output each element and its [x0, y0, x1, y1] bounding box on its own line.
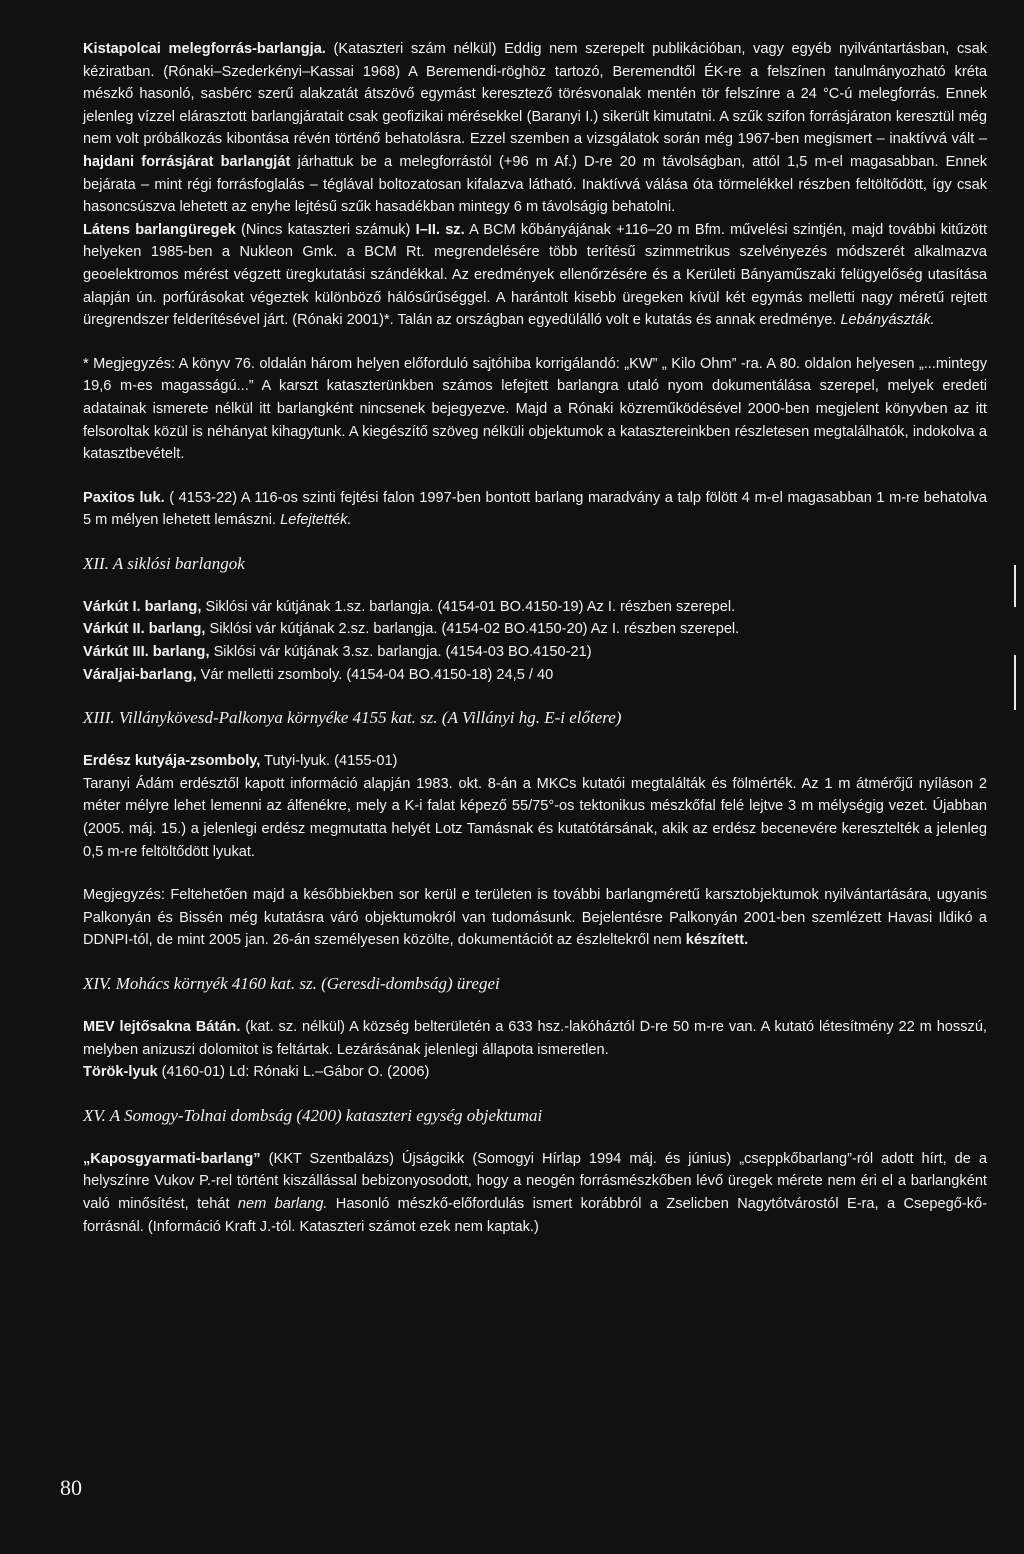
section-12-list: [83, 596, 987, 686]
entry-name: Váraljai-barlang,: [83, 666, 197, 683]
kistapolcai-bold: hajdani forrásjárat barlangját: [83, 153, 291, 170]
section-15-heading: XV. A Somogy-Tolnai dombság (4200) kataszteri egység objektumai: [83, 1105, 543, 1125]
section-15-entry: [83, 1148, 987, 1238]
section-14-heading: XIV. Mohács környék 4160 kat. sz. (Geresdi-dombság) üregei: [83, 974, 500, 993]
entry-text: Siklósi vár kútjának 3.sz. barlangja. (4154-03 BO.4150-21): [209, 644, 592, 661]
entry-name: Erdész kutyája-zsomboly,: [83, 753, 261, 770]
latens-italic: Lebányászták.: [840, 312, 935, 329]
section-13-paragraph: Taranyi Ádám erdésztől kapott információ alapján 1983. okt. 8-án a MKCs kutatói megtalálták és fölmérték. Az 1 m átmérőjű nyíláson 2 méter mélyre lehet lemenni az álfenékre, mely a K-i falat képező 55/75°-os tektonikus mészkőfal felé lejtve 3 m mélységig vezet. Újabban (2005. máj. 15.) a jelenlegi erdész megmutatta helyét Lotz Tamásnak és kutatótársának, akik az erdész becenevére keresztelték a jelenleg 0,5 m-re feltöltődött lyukat.: [83, 775, 987, 860]
entry-text: (KKT Szentbalázs) Újságcikk (Somogyi Hírlap 1994 máj. és június) „cseppkőbarlang”-ról adott hírt, de a helyszínre Vukov P.-rel történt kiszállással bebizonyosodott, hogy a neogén forrásmészkőben lévő üregek mérete nem éri el a barlangként való minősítést, tehát: [83, 1150, 987, 1212]
latens-title: Látens barlangüregek: [83, 221, 236, 238]
entry-text: Vár melletti zsomboly. (4154-04 BO.4150-18) 24,5 / 40: [196, 666, 554, 683]
kistapolcai-paragraph: [83, 38, 987, 219]
list-item: [83, 596, 987, 619]
paxitos-title: Paxitos luk.: [83, 489, 165, 506]
paxitos-text: ( 4153-22) A 116-os szinti fejtési falon 1997-ben bontott barlang maradvány a talp fölött 4 m-el magasabban 1 m-re behatolva 5 m mélyen lehetett lemászni.: [83, 489, 987, 529]
entry-name: Várkút III. barlang,: [83, 644, 210, 661]
list-item: [83, 664, 987, 687]
kistapolcai-text-2: járhattuk be a melegforrástól (+96 m Af.) D-re 20 m távolságban, attól 1,5 m-el magasabban. Ennek bejárata – mint régi forrásfoglalás – téglával boltozatosan kifalazva látható. Inaktívvá válása óta törmelékkel részben feltöltődött, így csak hasoncsúszva lehetett az enyhe lejtésű szűk hasadékban mintegy 6 m távolságig behatolni.: [83, 153, 987, 216]
document-page: [83, 38, 987, 1238]
section-14-entry-1: [83, 1016, 987, 1061]
note-text: Megjegyzés: Feltehetően majd a későbbiekben sor kerül e területen is további barlangméretű karsztobjektumok nyilvántartására, ugyanis Palkonyán és Bissén még kutatásra váró objektumokról van tudomásunk. Bejelentésre Palkonyán 2001-ben szemlézett Havasi Ildikó a DDNPI-tól, de mint 2005 jan. 26-án személyesen közölte, dokumentációt az észleltekről nem: [83, 887, 987, 949]
list-item: [83, 641, 987, 664]
section-13-note: [83, 884, 987, 952]
page-number: 80: [60, 1475, 82, 1500]
entry-text: Siklósi vár kútjának 2.sz. barlangja. (4154-02 BO.4150-20) Az I. részben szerepel.: [205, 621, 740, 638]
scan-edge-mark: [1014, 565, 1016, 607]
note-bold: készített.: [685, 932, 749, 949]
entry-text: (kat. sz. nélkül) A község belterületén a 633 hsz.-lakóháztól D-re 50 m-re van. A kutató létesítmény 22 m hosszú, melyben anizuszi dolomitot is feltártak. Lezárásának jelenlegi állapota ismeretlen.: [83, 1019, 987, 1058]
entry-italic: nem barlang.: [237, 1195, 328, 1212]
scan-edge-mark: [1014, 655, 1016, 710]
section-13-entry: [83, 750, 987, 773]
list-item: [83, 618, 987, 641]
kistapolcai-title: Kistapolcai melegforrás-barlangja.: [83, 41, 326, 57]
entry-name: „Kaposgyarmati-barlang”: [83, 1150, 261, 1167]
latens-paragraph: [83, 219, 987, 332]
kistapolcai-text: (Kataszteri szám nélkül) Eddig nem szerepelt publikációban, vagy egyéb nyilvántartásban, csak kéziratban. (Rónaki–Szederkényi–Kassai 1968) A Beremendi-röghöz tartozó, Beremendtől ÉK-re a felszínen tanulmányozható kréta mészkő hasonló, sasbérc szerű alakzatát átszövő egymást keresztező törésvonalak mentén tör felszínre a 24 °C-ú melegforrás. Ennek jelenleg vízzel elárasztott barlangjáratait csak geofizikai mérésekkel (Baranyi I.) sikerült kimutatni. A szűk szifon forrásjáraton keresztül még nem volt próbálkozás kibontása révén történő behatolásra. Ezzel szemben a vizsgálatok során még 1967-ben megismert – inaktívvá vált –: [83, 41, 987, 148]
entry-name: Várkút I. barlang,: [83, 598, 202, 615]
entry-name: MEV lejtősakna Bátán.: [83, 1019, 241, 1035]
entry-name: Török-lyuk: [83, 1064, 158, 1081]
paxitos-italic: Lefejtették.: [280, 512, 352, 529]
entry-text: Tutyi-lyuk. (4155-01): [260, 753, 398, 770]
latens-text: (Nincs kataszteri számuk): [235, 221, 416, 238]
entry-name: Várkút II. barlang,: [83, 621, 206, 638]
section-12-heading: XII. A siklósi barlangok: [83, 553, 245, 573]
latens-text-2: A BCM kőbányájának +116–20 m Bfm. művelési szintjén, majd további kitűzött helyeken 1985-ben a Nukleon Gmk. a BCM Rt. megrendelésére több terítésű szimmetrikus szelvényezés módszerét alkalmazva geoelektromos mérést végzett üregkutatási szándékkal. Az eredmények ellenőrzésére és a Kerületi Bányaműszaki felügyelőség utasítása alapján ún. porfúrásokat végeztek különböző hálósűrűséggel. A harántolt kisebb üregeken kívül két egymás melletti nagy méretű rejtett üregrendszer felderítésével járt. (Rónaki 2001)*. Talán az országban egyedülálló volt e kutatás és annak eredménye.: [83, 221, 987, 329]
entry-text-2: Hasonló mészkő-előfordulás ismert korábbról a Zselicben Nagytótvárostól E-ra, a Csepegő-kő-forrásnál. (Információ Kraft J.-tól. Kataszteri számot ezek nem kaptak.): [83, 1195, 987, 1235]
section-13-heading: XIII. Villánykövesd-Palkonya környéke 4155 kat. sz. (A Villányi hg. E-i előtere): [83, 708, 622, 728]
section-14-entry-2: [83, 1061, 987, 1084]
entry-text: Siklósi vár kútjának 1.sz. barlangja. (4154-01 BO.4150-19) Az I. részben szerepel.: [201, 598, 736, 615]
paxitos-paragraph: [83, 487, 987, 532]
footnote-paragraph: * Megjegyzés: A könyv 76. oldalán három helyen előforduló sajtóhiba korrigálandó: „KW” „ Kilo Ohm” -ra. A 80. oldalon helyesen „...mintegy 19,6 m-es magasságú...” A karszt kataszterünkben számos lefejtett barlangra utaló nyom dokumentálása szerepel, melyek eredeti adatainak ismerete nélkül itt barlangként nincsenek bejegyezve. Majd a Rónaki közreműködésével 2000-ben megjelent könyvben az itt felsoroltak közül is néhányat kihagytunk. A kiegészítő szöveg nélküli objektumok a katasztereinkben részletesen megtalálhatók, indokolva a katasztbevételt.: [83, 355, 987, 463]
latens-bold: I–II. sz.: [415, 221, 465, 238]
entry-text: (4160-01) Ld: Rónaki L.–Gábor O. (2006): [157, 1064, 430, 1081]
